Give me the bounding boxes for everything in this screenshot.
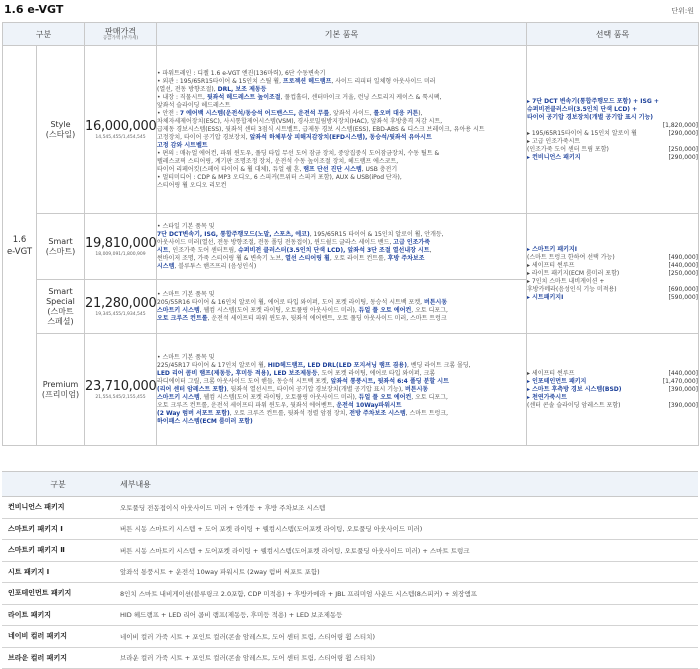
basic-item-line — [157, 78, 526, 86]
package-list — [2, 497, 698, 669]
basic-item-line — [157, 402, 526, 410]
option-price: [390,000] — [668, 401, 698, 409]
basic-item-highlight: (리어 센터 암레스트 포함) — [157, 385, 227, 393]
price-value: 21,280,000 — [85, 295, 157, 311]
option-item — [527, 370, 698, 378]
price-code: 19,345,455/1,934,545 — [95, 311, 146, 317]
trim-name-ko: (스마트 — [47, 306, 74, 316]
package-desc: 오토풀딩 전동접이식 아웃사이드 미러 + 안개등 + 후방 주차보조 시스템 — [114, 497, 698, 519]
price-cell-smart-special — [85, 280, 157, 334]
package-name: 라이트 패키지 — [2, 604, 114, 626]
package-table-header — [2, 472, 698, 497]
basic-item-text: , 운전석 세이프티 파워 윈도우, 뒷좌석 에어벤트, 오토 풀딩 아웃사이드 미러, 스마트 트렁크 — [207, 314, 447, 322]
basic-item-highlight: 시트 — [157, 246, 169, 254]
package-name: 시트 패키지 Ⅰ — [2, 561, 114, 583]
basic-item-highlight: 하이패스 시스템(ECM 룸미러 포함) — [157, 417, 253, 425]
basic-item-highlight: 스마트키 시스템 — [157, 393, 200, 401]
option-price: [390,000] — [668, 385, 698, 393]
option-label: 타이어 공기압 경보장치(개별 공기압 표시 기능) — [527, 113, 654, 121]
basic-item-text: 스티어링 휠 오디오 리모컨 — [157, 181, 227, 189]
package-desc: HID 헤드램프 + LED 리어 콤비 램프(제동등, 후미등 적용) + LED 보조제동등 — [114, 604, 698, 626]
option-price: [290,000] — [668, 153, 698, 161]
header-options: 선택 품목 — [527, 23, 699, 46]
package-row — [2, 561, 698, 583]
package-name: 스마트키 패키지 Ⅰ — [2, 518, 114, 540]
trim-row-premium — [3, 334, 699, 446]
package-row — [2, 647, 698, 669]
basic-item-text: 차체자세제어장치(ESC), 사시통합제어시스템(VSM), 경사로밀림방지장치(HAC), 앞좌석 후방충격 저감 시트, — [157, 117, 443, 125]
basic-item-line — [157, 86, 526, 94]
basic-item-highlight: 오토 크루즈 컨트롤 — [157, 314, 208, 322]
option-item — [527, 130, 698, 138]
basic-item-text: , 블루투스 핸즈프리 (음성인식) — [174, 262, 257, 270]
basic-item-highlight: 시스템 — [157, 262, 175, 270]
basic-item-line — [157, 142, 526, 150]
options-smart — [527, 214, 699, 334]
package-desc: 버튼 시동 스마트키 시스템 + 도어포켓 라이팅 + 웰컴시스템(도어포켓 라이팅, 오토풀딩 아웃사이드 미러) + 스마트 트렁크 — [114, 540, 698, 562]
basic-item-text: • 멀티미디어 : CDP & MP3 오디오, 6 스피커(트위터 스피커 포함), AUX & USB(iPod 단자), — [157, 173, 402, 181]
package-row — [2, 583, 698, 605]
basic-item-text: 텔레스코픽 스티어링, 계기판 조명조정 장치, 운전석 수동 높이조절 장치, 헤드램프 에스코트, — [157, 157, 399, 165]
option-label: ▸ 7인치 스마트 내비게이션 + — [527, 277, 605, 285]
package-row — [2, 626, 698, 648]
basic-item-line — [157, 291, 526, 299]
trim-name: Smart — [48, 236, 73, 246]
basic-item-highlight: 운전석 10Way파워시트 — [336, 401, 402, 409]
price-cell-premium — [85, 334, 157, 446]
basic-item-text: , 웰컴 시스템(도어 포켓 라이팅, 오토풀링 아웃사이드 미러), — [199, 306, 359, 314]
package-name: 브라운 컬러 패키지 — [2, 647, 114, 669]
basic-item-highlight: HID헤드램프, LED DRL(LED 포지셔닝 램프 겸용) — [267, 361, 407, 369]
package-desc: 버튼 시동 스마트키 시스템 + 도어 포켓 라이팅 + 웰컴시스템(도어포켓 라이팅, 오토풀딩 아웃사이드 미러) — [114, 518, 698, 540]
option-label: ▸ 인포테인먼트 패키지 — [527, 377, 587, 385]
basic-item-line — [157, 174, 526, 182]
basic-item-line — [157, 378, 526, 386]
basic-item-highlight: 열선 스티어링 휠 — [285, 254, 330, 262]
option-price: [490,000] — [668, 253, 698, 261]
package-row — [2, 518, 698, 540]
option-item — [527, 294, 698, 302]
basic-item-highlight: (2 Way 럼버 서포트 포함) — [157, 409, 230, 417]
package-row — [2, 604, 698, 626]
basic-item-line — [157, 418, 526, 426]
trim-row-style — [3, 46, 699, 214]
price-value: 23,710,000 — [85, 378, 157, 394]
package-table — [2, 471, 698, 669]
trim-name-ko: (프리미엄) — [41, 389, 80, 399]
basic-item-text: • 스마트 기본 품목 및 — [157, 290, 215, 298]
basic-item-text: , 사이드 리피터 일체형 아웃사이드 미러 — [331, 77, 436, 85]
header-price — [85, 23, 157, 46]
header-basic: 기본 품목 — [157, 23, 527, 46]
option-price: [1,820,000] — [662, 121, 698, 129]
basic-item-text: ), — [418, 109, 423, 117]
option-item — [527, 106, 698, 114]
price-value: 19,810,000 — [85, 235, 157, 251]
basic-item-line — [157, 158, 526, 166]
basic-item-highlight: 슈퍼비전 클러스터(3.5인치 단색 LCD), 앞좌석 3단 조절 열선내장 시트 — [238, 246, 430, 254]
option-item — [527, 138, 698, 146]
option-item — [527, 394, 698, 402]
option-label: ▸ 스마트 후측방 경보 시스템(BSD) — [527, 385, 622, 393]
basic-item-text: • 안전 : — [157, 109, 180, 117]
basic-item-line — [157, 410, 526, 418]
price-table-header — [3, 23, 699, 46]
basic-item-highlight: 램프 단선 진단 시스템 — [303, 165, 362, 173]
basic-item-text: , 오토 크루즈 컨트롤, 뒷좌석 정렬 암점 장치, — [229, 409, 350, 417]
basic-item-text: 아웃사이드 미러(열선, 전동 방향조절, 전동 폴딩 전동접이), 윈드쉴드 글라스 세이드 밴드, — [157, 238, 394, 246]
option-label: ▸ 컨비니언스 패키지 — [527, 153, 581, 161]
option-item — [527, 378, 698, 386]
basic-item-text: 앞좌석 슬라이딩 헤드레스트 — [157, 101, 231, 109]
price-cell-style — [85, 46, 157, 214]
trim-name-ko: (스마트) — [45, 246, 76, 256]
option-item — [527, 278, 698, 286]
option-label: ▸ 세이프티 썬루프 — [527, 261, 575, 269]
basic-item-highlight: DRL, 보조 제동등 — [217, 85, 267, 93]
basic-item-text: , 195/65R15 타이어 & 15인치 알로이 휠, 안개등, — [309, 230, 444, 238]
option-price: [690,000] — [668, 285, 698, 293]
basic-item-text: , 오토 디포그, — [411, 393, 448, 401]
basic-item-text: 급제동 경보시스템(ESS), 뒷좌석 센터 3점식 시트벨트, 급제동 경보 시스템(ESS), EBD-ABS & 디스크 브레이크, 유아용 시트 — [157, 125, 485, 133]
basic-item-text: , 오토 디포그, — [411, 306, 448, 314]
basic-item-line — [157, 182, 526, 190]
trim-row-smart — [3, 214, 699, 280]
basic-item-highlight: 고급 인조가죽 — [393, 238, 431, 246]
basic-item-highlight: 듀얼 풀 오토 에어컨 — [358, 393, 412, 401]
basic-item-text: 225/45R17 타이어 & 17인치 알로이 휠, — [157, 361, 268, 369]
price-cell-smart — [85, 214, 157, 280]
trim-name: Style — [50, 119, 71, 129]
option-label: (센터 콘솔 슬라이딩 암레스트 포함) — [527, 401, 621, 409]
option-label: ▸ 195/65R15타이어 & 15인치 알로이 휠 — [527, 129, 637, 137]
trim-name-ko-2: 스페셜) — [47, 316, 74, 326]
basic-item-text: , 스마트 트렁크, — [405, 409, 449, 417]
option-item — [527, 98, 698, 106]
price-code: 21,554,545/2,155,455 — [95, 394, 146, 400]
basic-item-line — [157, 150, 526, 158]
basic-item-highlight: 7단 DCT변속기, ISG, 통합주행모드(노말, 스포츠, 에코) — [157, 230, 310, 238]
package-name: 컨비니언스 패키지 — [2, 497, 114, 519]
basic-item-line — [157, 315, 526, 323]
package-desc: 브라운 컬러 가죽 시트 + 포인트 컬러(콘솔 암레스트, 도어 센터 트림, 스티어링 휠 스티치) — [114, 647, 698, 669]
basic-item-line — [157, 118, 526, 126]
price-code: 18,009,091/1,800,909 — [95, 251, 146, 257]
basic-items-smart — [157, 214, 527, 280]
header-price-sub: 공급가액 (부가세) — [102, 35, 139, 41]
trim-name-premium — [37, 334, 85, 446]
option-price: [250,000] — [668, 269, 698, 277]
basic-item-text: 205/55R16 타이어 & 16인치 알로이 휠, 에어로 타입 와이퍼, 도어 포켓 라이팅, 동승석 시트백 포켓, — [157, 298, 424, 306]
option-item — [527, 286, 698, 294]
basic-item-highlight: 7 에어백 시스템(운전석/동승석 어드밴스드, 운전석 무릎 — [179, 109, 330, 117]
option-label: ▸ 고급 인조가죽시트 — [527, 137, 581, 145]
option-label — [527, 122, 529, 130]
basic-item-highlight: 버튼시동 — [404, 385, 429, 393]
package-header-name: 구분 — [2, 472, 114, 497]
option-label: (인조가죽 도어 센터 트림 포함) — [527, 145, 609, 153]
basic-item-line — [157, 110, 526, 118]
trim-name-smart — [37, 214, 85, 280]
trim-name: Premium — [42, 379, 79, 389]
option-item — [527, 254, 698, 262]
package-name: 스마트키 패키지 Ⅱ — [2, 540, 114, 562]
option-price: [1,470,000] — [662, 377, 698, 385]
package-desc: 8인치 스마트 내비게이션(블루링크 2.0포함, CDP 미적용) + 후방카메라 + JBL 프리미엄 사운드 시스템(8스피커) + 외장앰프 — [114, 583, 698, 605]
basic-item-highlight: 버튼시동 — [423, 298, 448, 306]
package-row — [2, 540, 698, 562]
basic-item-text: , 웰컴 시스템(도어 포켓 라이팅, 오토풀링 아웃사이드 미러), — [199, 393, 359, 401]
option-price: [440,000] — [668, 261, 698, 269]
basic-item-line — [157, 362, 526, 370]
unit-label: 단위:원 — [671, 7, 694, 15]
basic-item-highlight: 듀얼 풀 오토 에어컨 — [358, 306, 412, 314]
option-label: ▸ 시트패키지Ⅰ — [527, 293, 564, 301]
basic-item-text: , 인조가죽 도어 센터트림, — [168, 246, 238, 254]
option-item — [527, 386, 698, 394]
price-table — [2, 22, 699, 446]
option-label: ▸ 천연가죽시트 — [527, 393, 567, 401]
basic-item-line — [157, 223, 526, 231]
options-premium — [527, 334, 699, 446]
price-code: 14,545,455/1,454,545 — [95, 134, 146, 140]
basic-item-highlight: 앞좌석 하체부상 피해저감장치(EFD시스템), 동승석/뒷좌석 유아시트 — [249, 133, 432, 141]
basic-item-highlight: 앞좌석 통풍시트, 뒷좌석 6:4 폴딩 분할 시트 — [330, 377, 449, 385]
basic-item-highlight: 스마트키 시스템 — [157, 306, 200, 314]
page-title: 1.6 e-VGT — [4, 3, 64, 16]
basic-item-highlight: 프로젝션 헤드램프 — [282, 77, 332, 85]
option-label: 슈퍼비전클러스터(3.5인치 단색 LCD) + — [527, 105, 638, 113]
option-label: ▸ 라이트 패키지(ECM 룸미러 포함) — [527, 269, 620, 277]
basic-item-highlight: LED 리어 콤비 램프(제동등, 후미등 적용), LED 보조제동등 — [157, 369, 318, 377]
basic-item-text: 고정장치, 타이어 공기압 경보장치, — [157, 133, 250, 141]
option-price: [290,000] — [668, 129, 698, 137]
package-header-desc: 세부내용 — [114, 472, 698, 497]
basic-item-line — [157, 394, 526, 402]
basic-item-line — [157, 263, 526, 271]
basic-item-text: 썬바이저 조명, 가죽 스티어링 휠 & 변속기 노브, — [157, 254, 286, 262]
basic-item-text: 라디에이터 그릴, 크롬 아웃사이드 도어 핸들, 동승석 시트백 포켓, — [157, 377, 331, 385]
basic-item-highlight: 뒷좌석 헤드레스트 높이조절 — [206, 93, 281, 101]
basic-items-style — [157, 46, 527, 214]
basic-item-line — [157, 299, 526, 307]
price-value: 16,000,000 — [85, 118, 157, 134]
basic-item-text: 오토 크루즈 컨트롤, 운전석 세이프티 파워 윈도우, 뒷좌석 에어벤트, — [157, 401, 337, 409]
basic-item-text: • 스마트 기본 품목 및 — [157, 353, 215, 361]
basic-item-highlight: 고정 감와 시트벨트 — [157, 141, 208, 149]
basic-item-text: , 앞좌석 사이드, — [329, 109, 374, 117]
option-item — [527, 122, 698, 130]
basic-item-line — [157, 386, 526, 394]
option-label: ▸ 7단 DCT 변속기(통합주행모드 포함) + ISG + — [527, 97, 659, 105]
trim-name-smart-special — [37, 280, 85, 334]
option-item — [527, 246, 698, 254]
basic-item-text: , 풀컵홀더, 센터마이크 거울, 런닝 스토리지 케이스 & 툭시팩, — [280, 93, 442, 101]
option-label: ▸ 스마트키 패키지Ⅰ — [527, 245, 577, 253]
basic-item-highlight: 롤오버 대응 커튼 — [373, 109, 419, 117]
basic-item-line — [157, 370, 526, 378]
basic-item-text: • 스타일 기본 품목 및 — [157, 222, 215, 230]
option-item — [527, 262, 698, 270]
basic-item-text: 타이어 리페어킷(스페어 타이어 & 휠 대체), 듀얼 쉘 혼, — [157, 165, 304, 173]
basic-item-line — [157, 231, 526, 239]
option-item — [527, 154, 698, 162]
engine-line2: e-VGT — [6, 246, 33, 257]
basic-item-line — [157, 255, 526, 263]
header-class: 구분 — [3, 23, 85, 46]
basic-item-line — [157, 70, 526, 78]
basic-item-line — [157, 307, 526, 315]
basic-item-text: • 내장 : 직물시트, — [157, 93, 207, 101]
basic-item-highlight: 전방 주차보조 시스템 — [349, 409, 406, 417]
option-item — [527, 146, 698, 154]
basic-item-text: , 오토 라이트 컨트롤, — [329, 254, 388, 262]
basic-item-line — [157, 166, 526, 174]
basic-item-line — [157, 239, 526, 247]
option-label: ▸ 세이프티 썬루프 — [527, 369, 575, 377]
basic-item-line — [157, 134, 526, 142]
trim-name: Smart — [48, 286, 73, 296]
option-price: [440,000] — [668, 369, 698, 377]
basic-items-smart-special — [157, 280, 527, 334]
basic-item-line — [157, 354, 526, 362]
package-row — [2, 497, 698, 519]
option-price: [590,000] — [668, 293, 698, 301]
package-name: 네이비 컬러 패키지 — [2, 626, 114, 648]
trim-name-2: Special — [46, 296, 75, 306]
basic-item-text: • 외관 : 195/65R15타이어 & 15인치 스틸 휠, — [157, 77, 283, 85]
basic-item-text: , 도어 포켓 라이팅, 에어로 타입 와이퍼, 크롬 — [317, 369, 436, 377]
basic-items-premium — [157, 334, 527, 446]
package-desc: 앞좌석 통풍시트 + 운전석 10way 파워시트 (2way 럼버 써포트 포함) — [114, 561, 698, 583]
option-item — [527, 402, 698, 410]
basic-item-line — [157, 94, 526, 102]
basic-item-line — [157, 126, 526, 134]
option-item — [527, 270, 698, 278]
package-desc: 네이비 컬러 가죽 시트 + 포인트 컬러(콘솔 암레스트, 도어 센터 트림, 스티어링 휠 스티치) — [114, 626, 698, 648]
basic-item-highlight: 후방 주차보조 — [387, 254, 425, 262]
basic-item-text: , — [429, 246, 432, 254]
trim-name-style — [37, 46, 85, 214]
basic-item-text: , USB 충전기 — [361, 165, 398, 173]
basic-item-text: , 벤딩 라이트 크롬 몰딩, — [406, 361, 471, 369]
basic-item-text: (열선, 전동 방향조절), — [157, 85, 218, 93]
package-name: 인포테인먼트 패키지 — [2, 583, 114, 605]
option-label: (스마트 트렁크 한하여 선택 가능) — [527, 253, 615, 261]
basic-item-text: • 파워트레인 : 디젤 1.6 e-VGT 엔진(136마력), 6단 수동변속기 — [157, 69, 326, 77]
basic-item-text: , 뒷좌석 열선시트, 타이어 공기압 경보장치(개별 공기압 표시 기능), — [226, 385, 405, 393]
engine-cell — [3, 46, 37, 446]
basic-item-text: • 편의 : 매뉴얼 에어컨, 파워 윈도우, 풀딩 타입 무선 도어 잠금 장치, 중앙집중식 도어잠금장치, 수동 틸트 & — [157, 149, 440, 157]
options-style — [527, 46, 699, 214]
basic-item-line — [157, 102, 526, 110]
option-price: [250,000] — [668, 145, 698, 153]
engine-line1: 1.6 — [12, 234, 27, 245]
option-label: 후방카메라(음성인식 기능 미적용) — [527, 285, 617, 293]
basic-item-line — [157, 247, 526, 255]
header-price-label: 판매가격 — [105, 26, 136, 36]
trim-name-ko: (스타일) — [45, 129, 76, 139]
option-item — [527, 114, 698, 122]
